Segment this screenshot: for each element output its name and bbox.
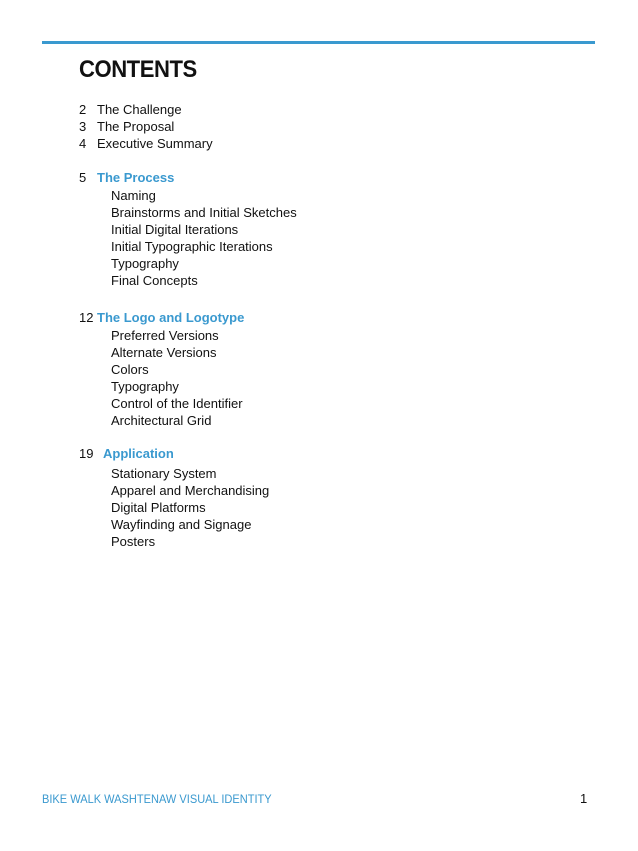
footer-document-title: [42, 792, 272, 806]
toc-subentry[interactable]: Apparel and Merchandising: [111, 483, 270, 498]
page-title: CONTENTS: [79, 56, 197, 83]
toc-subentry[interactable]: Control of the Identifier: [111, 396, 243, 411]
toc-subentry[interactable]: Wayfinding and Signage: [111, 517, 252, 532]
toc-subentry[interactable]: Posters: [111, 534, 156, 549]
toc-subentry[interactable]: Digital Platforms: [111, 500, 206, 515]
toc-section-page: 5: [79, 170, 87, 185]
toc-section-page: 12: [79, 310, 94, 325]
top-rule: [42, 41, 595, 44]
toc-entry[interactable]: [79, 135, 213, 152]
footer-title-main: BIKE WALK WASHTENAW: [42, 792, 177, 806]
toc-section-page: 19: [79, 446, 94, 461]
toc-section-heading[interactable]: [79, 169, 174, 186]
toc-entry-label: The Challenge: [97, 102, 182, 117]
toc-subentry[interactable]: Stationary System: [111, 466, 217, 481]
toc-entry[interactable]: [79, 118, 174, 135]
toc-entry-label: The Proposal: [97, 119, 175, 134]
toc-section-heading[interactable]: [79, 445, 174, 462]
toc-subentry[interactable]: Brainstorms and Initial Sketches: [111, 205, 297, 220]
toc-entry-page: 2: [79, 102, 87, 117]
toc-subentry[interactable]: Alternate Versions: [111, 345, 217, 360]
toc-section-label: The Process: [97, 170, 175, 185]
toc-subentry[interactable]: Final Concepts: [111, 273, 198, 288]
toc-subentry[interactable]: Typography: [111, 379, 179, 394]
toc-subentry[interactable]: Initial Typographic Iterations: [111, 239, 273, 254]
toc-entry-page: 4: [79, 136, 87, 151]
toc-subentry[interactable]: Architectural Grid: [111, 413, 212, 428]
toc-subentry[interactable]: Initial Digital Iterations: [111, 222, 239, 237]
toc-entry-page: 3: [79, 119, 87, 134]
toc-subentry[interactable]: Naming: [111, 188, 156, 203]
toc-subentry[interactable]: Colors: [111, 362, 149, 377]
toc-section-label: The Logo and Logotype: [97, 310, 245, 325]
toc-section-label: Application: [103, 446, 174, 461]
toc-section-heading[interactable]: [79, 309, 244, 326]
footer-title-sub: VISUAL IDENTITY: [179, 792, 272, 806]
page-number: 1: [580, 791, 588, 806]
toc-entry-label: Executive Summary: [97, 136, 213, 151]
toc-entry[interactable]: [79, 101, 182, 118]
toc-subentry[interactable]: Preferred Versions: [111, 328, 219, 343]
toc-subentry[interactable]: Typography: [111, 256, 179, 271]
